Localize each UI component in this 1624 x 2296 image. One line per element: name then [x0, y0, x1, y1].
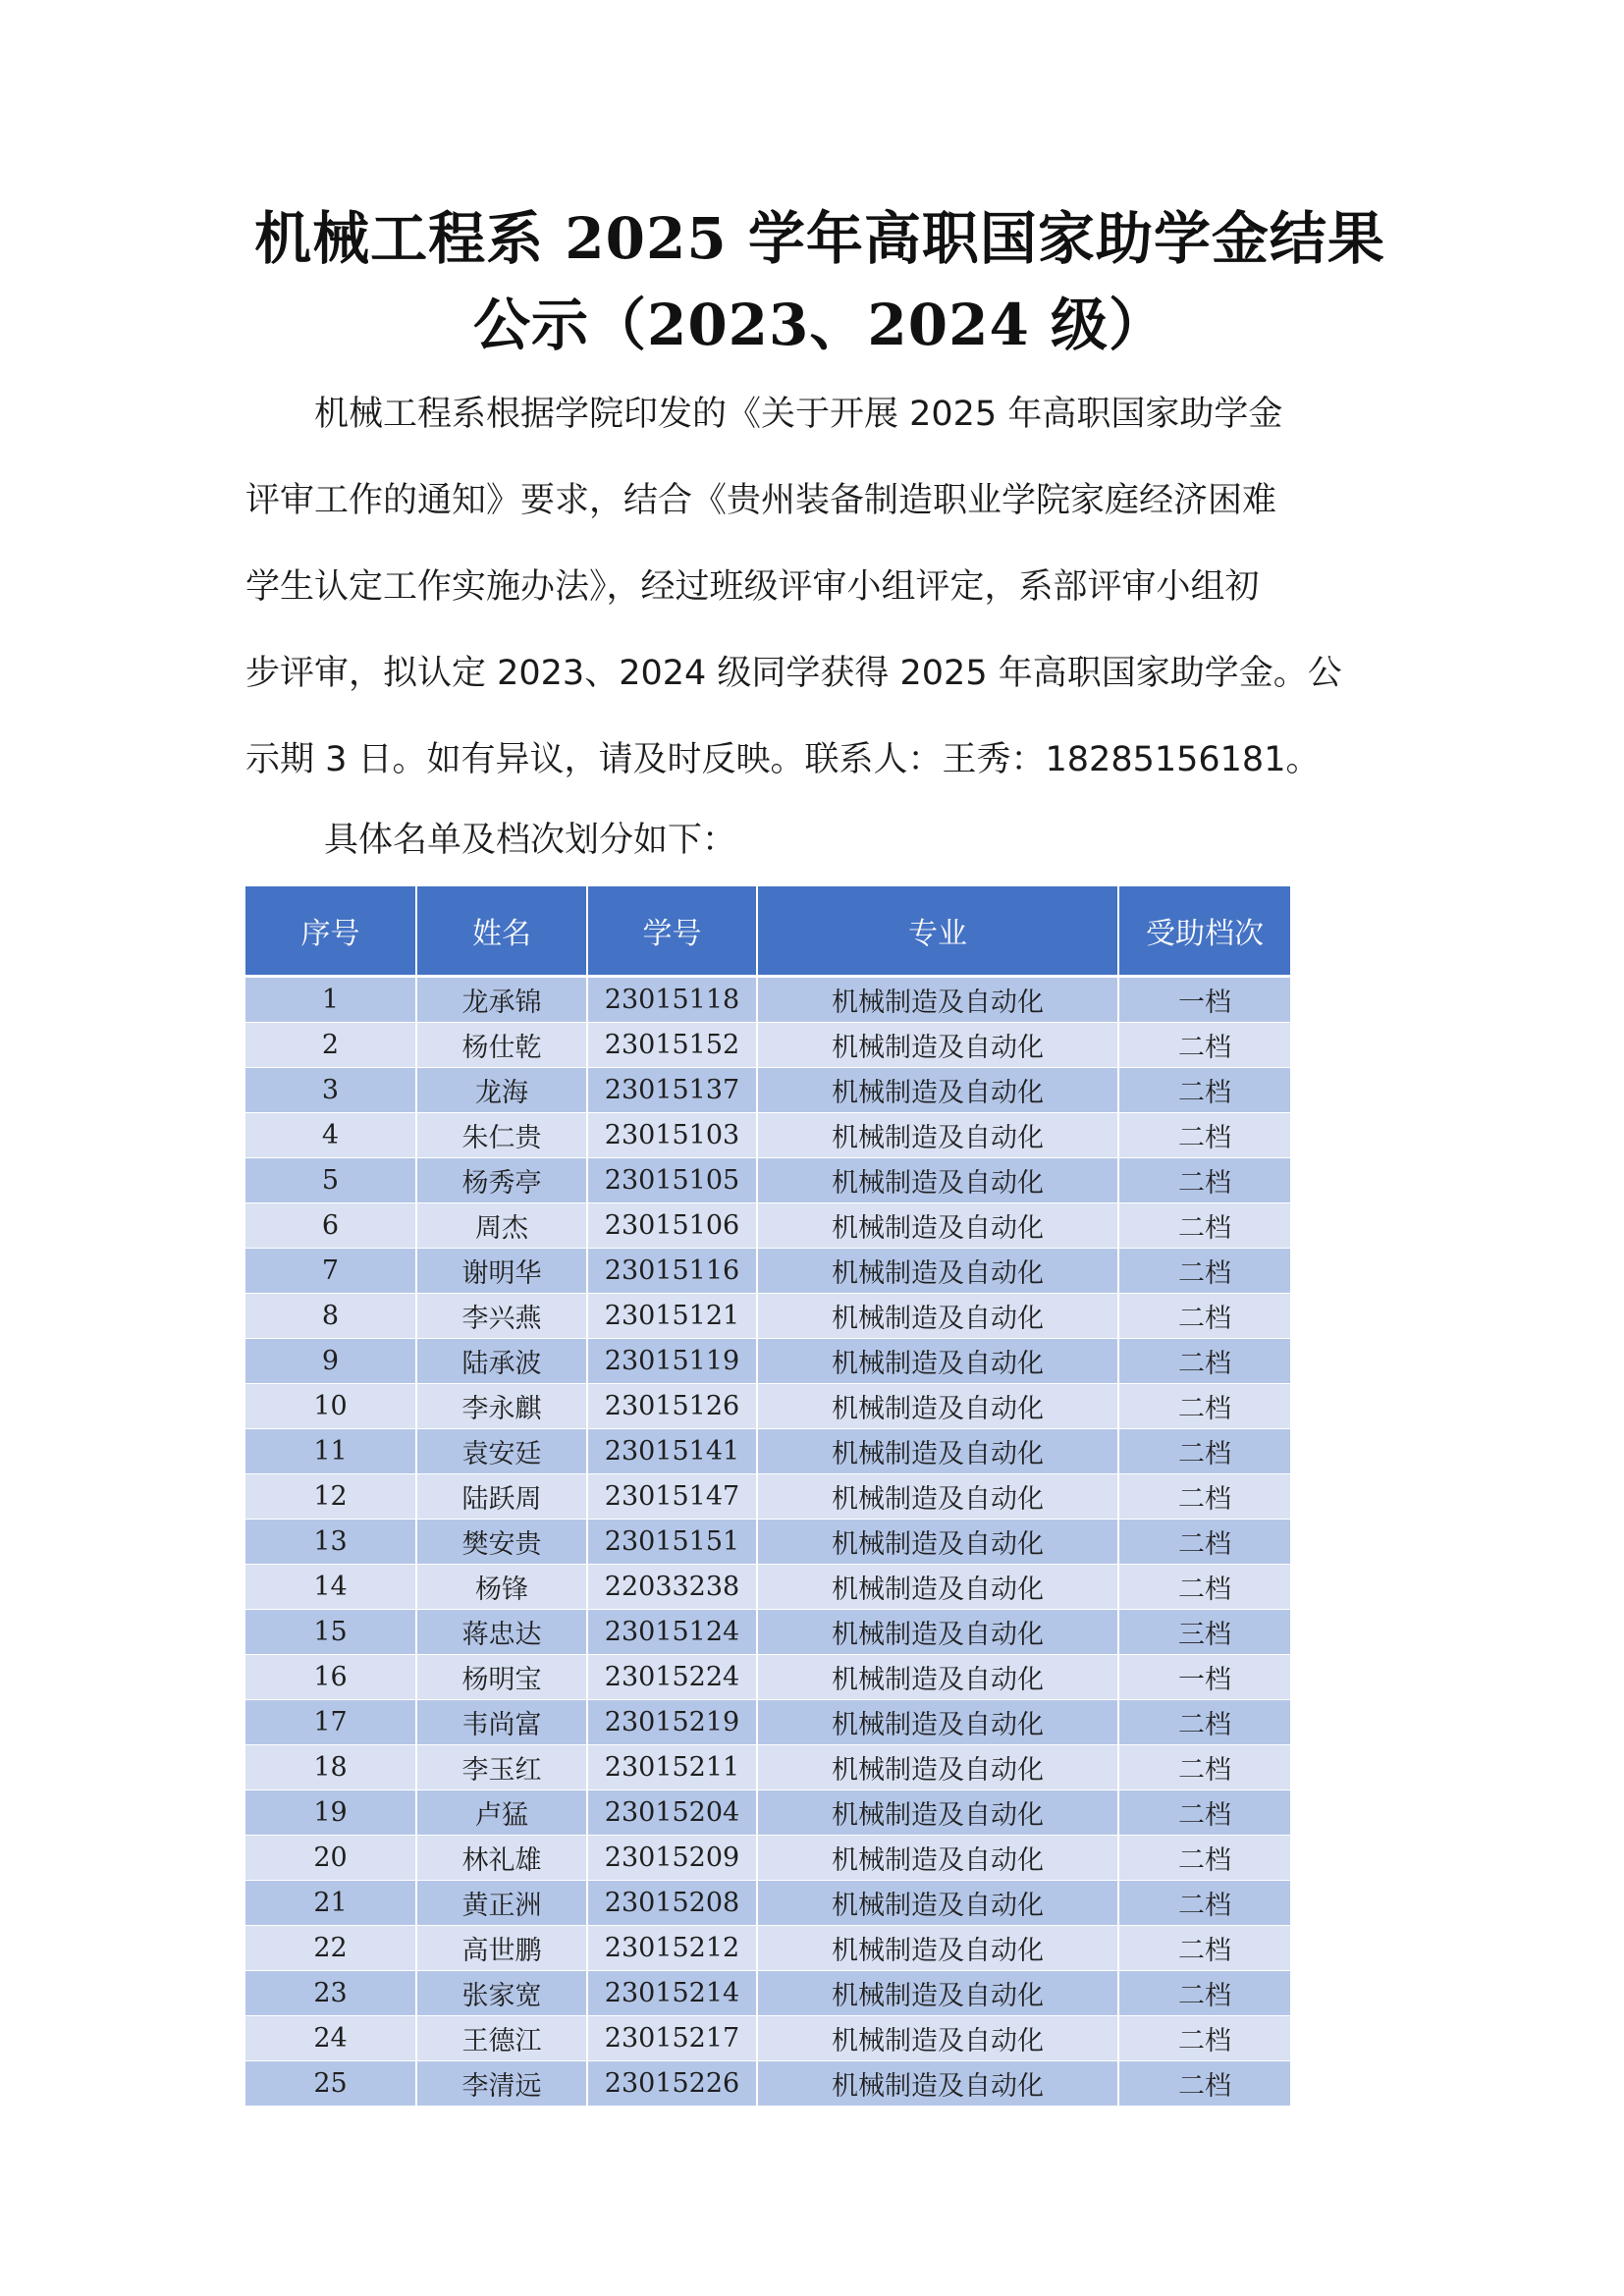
header-name: 姓名	[416, 886, 587, 977]
cell-student-id: 23015147	[587, 1474, 757, 1520]
recipients-table	[245, 886, 1290, 2107]
cell-student-id: 23015118	[587, 977, 757, 1023]
cell-index: 2	[245, 1023, 416, 1068]
cell-index: 14	[245, 1565, 416, 1610]
cell-name: 杨锋	[416, 1565, 587, 1610]
table-row	[245, 2061, 1290, 2107]
header-aid-level: 受助档次	[1118, 886, 1290, 977]
table-row	[245, 1203, 1290, 1249]
cell-major: 机械制造及自动化	[757, 2061, 1118, 2107]
cell-name: 杨明宝	[416, 1655, 587, 1700]
table-row	[245, 1881, 1290, 1926]
table-row	[245, 2016, 1290, 2061]
cell-major: 机械制造及自动化	[757, 1384, 1118, 1429]
cell-student-id: 23015152	[587, 1023, 757, 1068]
cell-major: 机械制造及自动化	[757, 1294, 1118, 1339]
cell-student-id: 23015211	[587, 1745, 757, 1790]
cell-student-id: 23015214	[587, 1971, 757, 2016]
notice-paragraph-line-4: 步评审，拟认定 2023、2024 级同学获得 2025 年高职国家助学金。公	[245, 654, 1342, 693]
table-row	[245, 1384, 1290, 1429]
cell-aid-level: 二档	[1118, 1203, 1290, 1249]
cell-aid-level: 二档	[1118, 1429, 1290, 1474]
cell-name: 陆承波	[416, 1339, 587, 1384]
cell-name: 谢明华	[416, 1249, 587, 1294]
cell-name: 高世鹏	[416, 1926, 587, 1971]
cell-aid-level: 二档	[1118, 1971, 1290, 2016]
cell-name: 袁安廷	[416, 1429, 587, 1474]
table-row	[245, 1158, 1290, 1203]
cell-student-id: 23015124	[587, 1610, 757, 1655]
cell-name: 樊安贵	[416, 1520, 587, 1565]
cell-student-id: 23015151	[587, 1520, 757, 1565]
cell-aid-level: 二档	[1118, 2016, 1290, 2061]
cell-major: 机械制造及自动化	[757, 1926, 1118, 1971]
cell-student-id: 23015119	[587, 1339, 757, 1384]
cell-aid-level: 二档	[1118, 1836, 1290, 1881]
cell-aid-level: 二档	[1118, 1700, 1290, 1745]
cell-aid-level: 二档	[1118, 1881, 1290, 1926]
notice-paragraph-line-2: 评审工作的通知》要求，结合《贵州装备制造职业学院家庭经济困难	[245, 481, 1277, 520]
cell-index: 9	[245, 1339, 416, 1384]
cell-aid-level: 二档	[1118, 2061, 1290, 2107]
cell-aid-level: 二档	[1118, 1294, 1290, 1339]
cell-major: 机械制造及自动化	[757, 1339, 1118, 1384]
cell-index: 3	[245, 1068, 416, 1113]
cell-aid-level: 二档	[1118, 1068, 1290, 1113]
cell-aid-level: 二档	[1118, 1790, 1290, 1836]
cell-name: 陆跃周	[416, 1474, 587, 1520]
cell-student-id: 22033238	[587, 1565, 757, 1610]
cell-major: 机械制造及自动化	[757, 1836, 1118, 1881]
cell-major: 机械制造及自动化	[757, 1881, 1118, 1926]
cell-index: 19	[245, 1790, 416, 1836]
cell-aid-level: 三档	[1118, 1610, 1290, 1655]
notice-paragraph-line-5: 示期 3 日。如有异议，请及时反映。联系人：王秀：18285156181。	[245, 740, 1321, 779]
cell-student-id: 23015224	[587, 1655, 757, 1700]
cell-name: 周杰	[416, 1203, 587, 1249]
cell-aid-level: 二档	[1118, 1926, 1290, 1971]
cell-name: 朱仁贵	[416, 1113, 587, 1158]
table-header-row	[245, 886, 1290, 977]
cell-student-id: 23015116	[587, 1249, 757, 1294]
cell-index: 11	[245, 1429, 416, 1474]
cell-student-id: 23015226	[587, 2061, 757, 2107]
document-title-line-1: 机械工程系 2025 学年高职国家助学金结果	[254, 205, 1385, 272]
table-row	[245, 1068, 1290, 1113]
cell-name: 龙海	[416, 1068, 587, 1113]
cell-index: 24	[245, 2016, 416, 2061]
cell-aid-level: 二档	[1118, 1158, 1290, 1203]
cell-name: 张家宽	[416, 1971, 587, 2016]
table-row	[245, 1790, 1290, 1836]
cell-index: 21	[245, 1881, 416, 1926]
cell-index: 12	[245, 1474, 416, 1520]
table-row	[245, 1339, 1290, 1384]
list-intro-text: 具体名单及档次划分如下：	[324, 821, 737, 860]
cell-index: 23	[245, 1971, 416, 2016]
table-row	[245, 1610, 1290, 1655]
cell-aid-level: 二档	[1118, 1384, 1290, 1429]
cell-index: 5	[245, 1158, 416, 1203]
cell-major: 机械制造及自动化	[757, 1113, 1118, 1158]
cell-index: 8	[245, 1294, 416, 1339]
cell-major: 机械制造及自动化	[757, 1610, 1118, 1655]
cell-name: 李兴燕	[416, 1294, 587, 1339]
cell-major: 机械制造及自动化	[757, 1971, 1118, 2016]
cell-aid-level: 二档	[1118, 1474, 1290, 1520]
cell-name: 李永麒	[416, 1384, 587, 1429]
cell-index: 18	[245, 1745, 416, 1790]
cell-major: 机械制造及自动化	[757, 1474, 1118, 1520]
cell-index: 7	[245, 1249, 416, 1294]
cell-name: 龙承锦	[416, 977, 587, 1023]
cell-name: 林礼雄	[416, 1836, 587, 1881]
cell-major: 机械制造及自动化	[757, 1655, 1118, 1700]
cell-student-id: 23015208	[587, 1881, 757, 1926]
notice-paragraph-line-3: 学生认定工作实施办法》，经过班级评审小组评定，系部评审小组初	[245, 567, 1260, 607]
cell-name: 卢猛	[416, 1790, 587, 1836]
cell-name: 李清远	[416, 2061, 587, 2107]
cell-aid-level: 二档	[1118, 1339, 1290, 1384]
cell-major: 机械制造及自动化	[757, 1429, 1118, 1474]
cell-student-id: 23015219	[587, 1700, 757, 1745]
table-row	[245, 1023, 1290, 1068]
cell-index: 4	[245, 1113, 416, 1158]
cell-aid-level: 一档	[1118, 977, 1290, 1023]
cell-major: 机械制造及自动化	[757, 1565, 1118, 1610]
cell-student-id: 23015141	[587, 1429, 757, 1474]
table-row	[245, 1294, 1290, 1339]
cell-name: 李玉红	[416, 1745, 587, 1790]
cell-student-id: 23015105	[587, 1158, 757, 1203]
cell-index: 15	[245, 1610, 416, 1655]
cell-student-id: 23015212	[587, 1926, 757, 1971]
cell-major: 机械制造及自动化	[757, 1068, 1118, 1113]
cell-index: 17	[245, 1700, 416, 1745]
table-row	[245, 1655, 1290, 1700]
cell-name: 王德江	[416, 2016, 587, 2061]
cell-name: 韦尚富	[416, 1700, 587, 1745]
cell-major: 机械制造及自动化	[757, 1790, 1118, 1836]
cell-student-id: 23015106	[587, 1203, 757, 1249]
cell-aid-level: 一档	[1118, 1655, 1290, 1700]
cell-major: 机械制造及自动化	[757, 977, 1118, 1023]
cell-major: 机械制造及自动化	[757, 1203, 1118, 1249]
cell-index: 6	[245, 1203, 416, 1249]
table-row	[245, 1971, 1290, 2016]
table-row	[245, 1700, 1290, 1745]
cell-aid-level: 二档	[1118, 1565, 1290, 1610]
cell-major: 机械制造及自动化	[757, 1249, 1118, 1294]
header-index: 序号	[245, 886, 416, 977]
cell-aid-level: 二档	[1118, 1249, 1290, 1294]
cell-major: 机械制造及自动化	[757, 2016, 1118, 2061]
cell-index: 10	[245, 1384, 416, 1429]
cell-aid-level: 二档	[1118, 1745, 1290, 1790]
table-row	[245, 977, 1290, 1023]
table-row	[245, 1520, 1290, 1565]
cell-name: 杨秀亭	[416, 1158, 587, 1203]
cell-index: 22	[245, 1926, 416, 1971]
cell-name: 黄正洲	[416, 1881, 587, 1926]
cell-student-id: 23015209	[587, 1836, 757, 1881]
table-row	[245, 1249, 1290, 1294]
table-body	[245, 977, 1290, 2107]
header-student-id: 学号	[587, 886, 757, 977]
cell-student-id: 23015204	[587, 1790, 757, 1836]
table-row	[245, 1565, 1290, 1610]
table-row	[245, 1429, 1290, 1474]
cell-index: 20	[245, 1836, 416, 1881]
table-row	[245, 1745, 1290, 1790]
cell-student-id: 23015121	[587, 1294, 757, 1339]
header-major: 专业	[757, 886, 1118, 977]
cell-aid-level: 二档	[1118, 1520, 1290, 1565]
notice-paragraph-line-1: 机械工程系根据学院印发的《关于开展 2025 年高职国家助学金	[245, 395, 1283, 434]
table-row	[245, 1474, 1290, 1520]
cell-index: 13	[245, 1520, 416, 1565]
cell-major: 机械制造及自动化	[757, 1700, 1118, 1745]
cell-name: 蒋忠达	[416, 1610, 587, 1655]
table-row	[245, 1926, 1290, 1971]
cell-student-id: 23015126	[587, 1384, 757, 1429]
cell-major: 机械制造及自动化	[757, 1745, 1118, 1790]
cell-aid-level: 二档	[1118, 1113, 1290, 1158]
cell-aid-level: 二档	[1118, 1023, 1290, 1068]
cell-major: 机械制造及自动化	[757, 1023, 1118, 1068]
cell-name: 杨仕乾	[416, 1023, 587, 1068]
recipients-table-container	[245, 886, 1290, 2107]
cell-student-id: 23015103	[587, 1113, 757, 1158]
cell-index: 25	[245, 2061, 416, 2107]
cell-major: 机械制造及自动化	[757, 1158, 1118, 1203]
cell-index: 16	[245, 1655, 416, 1700]
cell-student-id: 23015217	[587, 2016, 757, 2061]
document-title-line-2: 公示（2023、2024 级）	[472, 292, 1167, 358]
cell-major: 机械制造及自动化	[757, 1520, 1118, 1565]
cell-student-id: 23015137	[587, 1068, 757, 1113]
cell-index: 1	[245, 977, 416, 1023]
table-row	[245, 1113, 1290, 1158]
table-row	[245, 1836, 1290, 1881]
